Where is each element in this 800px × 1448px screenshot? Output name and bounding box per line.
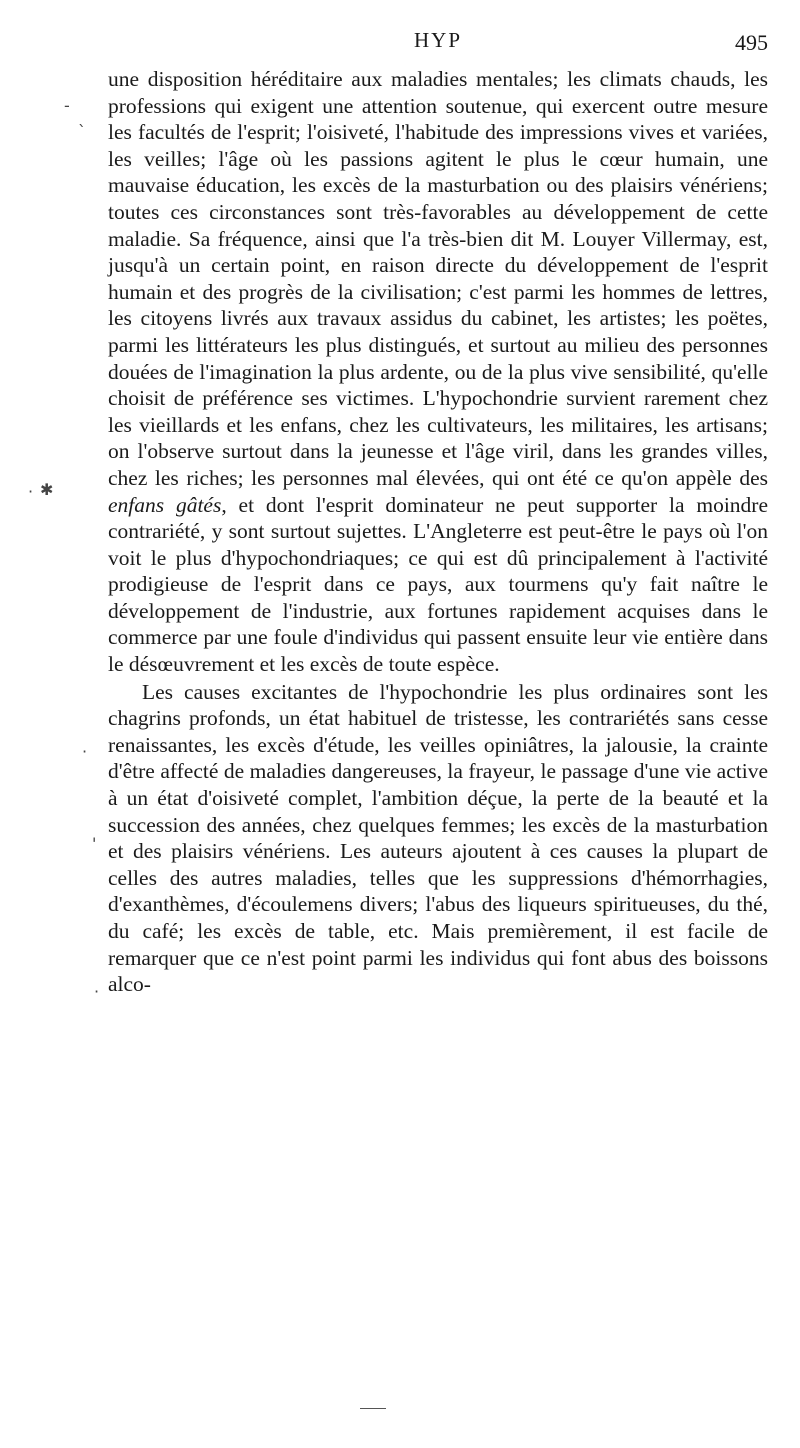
footer-rule bbox=[360, 1408, 386, 1409]
body-text bbox=[108, 66, 768, 998]
paragraph-1-text-b: , et dont l'esprit dominateur ne peut supporter la moindre contrariété, y sont surtout sujettes. L'Angleterre est peut-être le pays où l'on voit le plus d'hypochondriaques; ce qui est dû principalement à l'activité prodigieuse de l'esprit dans ce pays, aux tourmens qu'y fait naître le développement de l'industrie, aux fortunes rapidement acquises dans le commerce par une foule d'individus qui passent ensuite leur vie entière dans le désœuvrement et les excès de toute espèce. bbox=[108, 492, 768, 677]
running-head: HYP bbox=[413, 28, 462, 52]
italic-phrase: enfans gâtés bbox=[108, 492, 222, 517]
paragraph-1-text-a: une disposition héréditaire aux maladies mentales; les climats chauds, les professions qui exigent une attention soutenue, qui exercent outre mesure les facultés de l'esprit; l'oisiveté, l'habitude des impressions vives et variées, les veilles; l'âge où les passions agitent le plus le cœur humain, une mauvaise éducation, les excès de la masturbation ou des plaisirs vénériens; toutes ces circonstances sont très-favorables au développement de cette maladie. Sa fréquence, ainsi que l'a très-bien dit M. Louyer Villermay, est, jusqu'à un certain point, en raison directe du développement de l'esprit humain et des progrès de la civilisation; c'est parmi les hommes de lettres, les citoyens livrés aux travaux assidus du cabinet, les artistes; les poëtes, parmi les littérateurs les plus distingués, et surtout au milieu des personnes douées de l'imagination la plus ardente, ou de la plus vive sensibilité, qu'elle choisit de préférence ses victimes. L'hypochondrie survient rarement chez les vieillards et les enfans, chez les cultivateurs, les militaires, les artisans; on l'observe surtout dans la jeunesse et l'âge viril, dans les grandes villes, chez les riches; les personnes mal élevées, qui ont été ce qu'on appèle des bbox=[108, 67, 768, 490]
margin-speck: ` bbox=[78, 122, 86, 141]
page-number: 495 bbox=[735, 30, 768, 55]
margin-speck: · bbox=[28, 482, 34, 501]
margin-speck: - bbox=[64, 96, 70, 115]
margin-blot-icon: ✱ bbox=[40, 480, 54, 499]
paragraph-1 bbox=[108, 66, 768, 678]
margin-speck: ' bbox=[92, 834, 97, 853]
paragraph-2: Les causes excitantes de l'hypochondrie les plus ordinaires sont les chagrins profonds, un état habituel de tristesse, les contrariétés sans cesse renaissantes, les excès d'étude, les veilles opiniâtres, la jalousie, la crainte d'être affecté de maladies dangereuses, la frayeur, le passage d'une vie active à un état d'oisiveté complet, l'ambition déçue, la perte de la beauté et la succession des années, chez quelques femmes; les excès de la masturbation et des plaisirs vénériens. Les auteurs ajoutent à ces causes la plupart de celles des autres maladies, telles que les suppressions d'hémorrhagies, d'exanthèmes, d'écoulemens divers; l'abus des liqueurs spiritueuses, du thé, du café; les excès de table, etc. Mais premièrement, il est facile de remarquer que ce n'est point parmi les individus qui font abus des boissons alco- bbox=[108, 679, 768, 997]
margin-speck: · bbox=[94, 982, 100, 1001]
margin-speck: · bbox=[82, 742, 88, 761]
page-header bbox=[108, 28, 768, 60]
